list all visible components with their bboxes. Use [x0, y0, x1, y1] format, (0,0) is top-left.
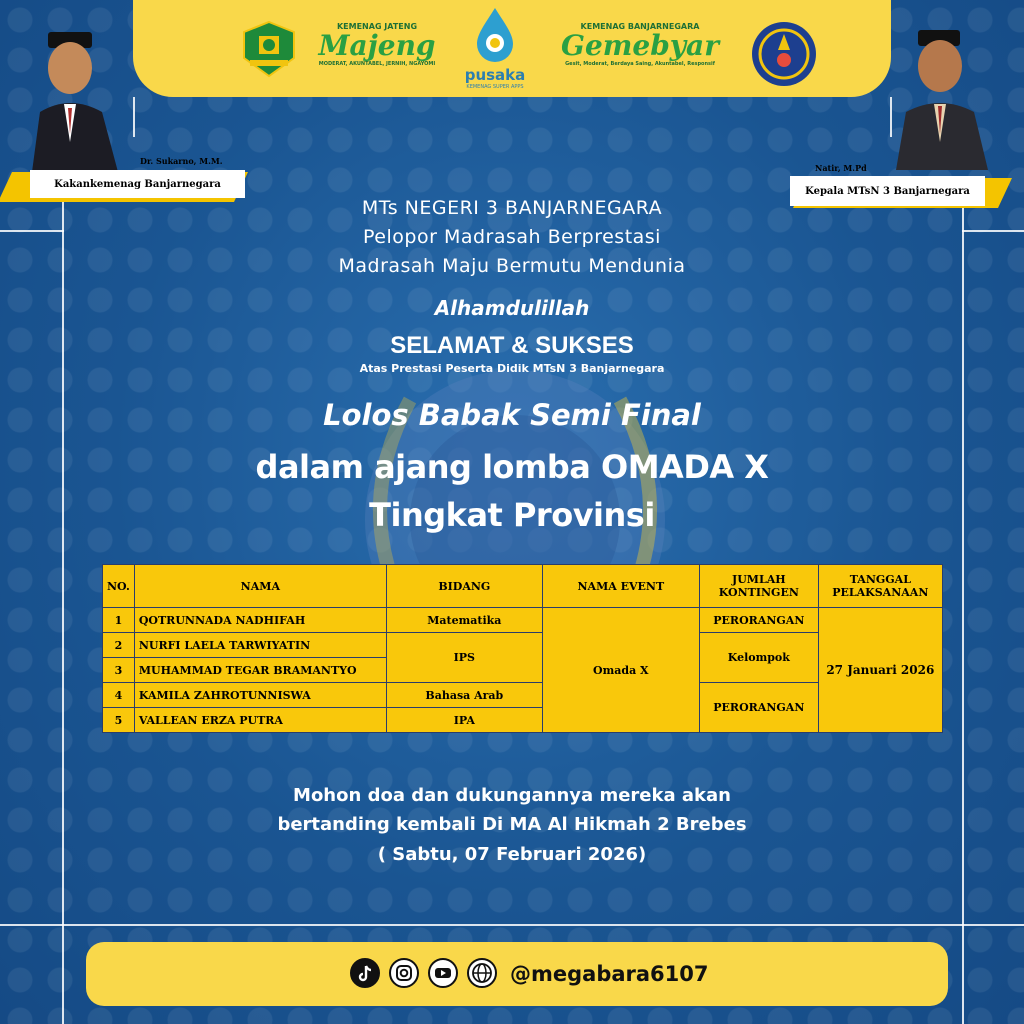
tiktok-icon[interactable] [350, 958, 380, 988]
youtube-icon[interactable] [428, 958, 458, 988]
row-nama: QOTRUNNADA NADHIFAH [134, 608, 386, 633]
table-row [103, 683, 943, 708]
row-no: 1 [103, 608, 135, 633]
instagram-icon[interactable] [389, 958, 419, 988]
majeng-logo [312, 22, 442, 67]
majeng-wordmark: Majeng [318, 29, 436, 62]
row-nama: MUHAMMAD TEGAR BRAMANTYO [134, 658, 386, 683]
selamat-sukses-heading: SELAMAT & SUKSES [390, 332, 634, 359]
pusaka-wordmark: pusaka [464, 66, 526, 84]
header-jumlah-line1: JUMLAH [732, 573, 786, 586]
table-row [103, 608, 943, 633]
header-jumlah [699, 565, 818, 608]
header-nama: NAMA [134, 565, 386, 608]
pusaka-subtitle: KEMENAG SUPER APPS [466, 84, 524, 90]
row-bidang: IPS [386, 633, 542, 683]
row-nama: NURFI LAELA TARWIYATIN [134, 633, 386, 658]
alhamdulillah-heading: Alhamdulillah [434, 296, 590, 320]
frame-line-bottom [0, 924, 1024, 926]
row-no: 5 [103, 708, 135, 733]
kemenag-banjarnegara-label: KEMENAG BANJARNEGARA [580, 22, 700, 31]
official-right-title: Kepala MTsN 3 Banjarnegara [790, 176, 985, 206]
header-bidang: BIDANG [386, 565, 542, 608]
header-tanggal-line1: TANGGAL [849, 573, 911, 586]
header-jumlah-line2: KONTINGEN [718, 586, 799, 599]
school-motto-2: Madrasah Maju Bermutu Mendunia [338, 255, 686, 277]
frame-line-right [962, 200, 964, 1024]
closing-line-1: Mohon doa dan dukungannya mereka akan [293, 785, 731, 806]
school-name: MTs NEGERI 3 BANJARNEGARA [361, 197, 663, 219]
dalam-ajang-heading: dalam ajang lomba OMADA X [255, 448, 769, 486]
school-emblem-icon [750, 20, 818, 88]
kemenag-jateng-label: KEMENAG JATENG [336, 22, 418, 31]
official-left-name: Dr. Sukarno, M.M. [140, 156, 223, 166]
closing-line-3: ( Sabtu, 07 Februari 2026) [377, 844, 647, 865]
row-bidang: IPA [386, 708, 542, 733]
row-jumlah: Kelompok [699, 633, 818, 683]
closing-line-2: bertanding kembali Di MA Al Hikmah 2 Brebes [277, 814, 747, 835]
results-table [102, 564, 943, 733]
tanggal-cell: 27 Januari 2026 [818, 608, 942, 733]
official-left-photo [30, 32, 140, 172]
school-motto-1: Pelopor Madrasah Berprestasi [363, 226, 661, 248]
row-no: 2 [103, 633, 135, 658]
official-right-name: Natir, M.Pd [815, 163, 867, 173]
header-event: NAMA EVENT [542, 565, 699, 608]
row-bidang: Matematika [386, 608, 542, 633]
header-no: NO. [103, 565, 135, 608]
lolos-heading: Lolos Babak Semi Final [323, 398, 701, 432]
official-right-photo [888, 30, 998, 170]
row-nama: KAMILA ZAHROTUNNISWA [134, 683, 386, 708]
row-jumlah: PERORANGAN [699, 683, 818, 733]
table-header-row [103, 565, 943, 608]
kemenag-shield-icon [240, 20, 298, 78]
atas-prestasi-subtitle: Atas Prestasi Peserta Didik MTsN 3 Banjarnegara [359, 362, 665, 375]
header-tanggal-line2: PELAKSANAAN [832, 586, 929, 599]
globe-icon[interactable] [467, 958, 497, 988]
header-tanggal [818, 565, 942, 608]
social-handle[interactable]: @megabara6107 [510, 962, 709, 986]
official-left-title: Kakankemenag Banjarnegara [30, 170, 245, 198]
gemebyar-logo [555, 22, 725, 67]
row-bidang: Bahasa Arab [386, 683, 542, 708]
event-cell: Omada X [542, 608, 699, 733]
table-row [103, 633, 943, 658]
pusaka-logo [455, 6, 535, 94]
gemebyar-wordmark: Gemebyar [561, 29, 719, 62]
pusaka-drop-icon [473, 6, 517, 62]
row-no: 3 [103, 658, 135, 683]
gemebyar-tagline: Gesit, Moderat, Berdaya Saing, Akuntabel, Responsif [565, 61, 715, 67]
row-no: 4 [103, 683, 135, 708]
row-jumlah: PERORANGAN [699, 608, 818, 633]
majeng-tagline: MODERAT, AKUNTABEL, JERNIH, NGAYOMI [318, 61, 436, 67]
tingkat-provinsi-heading: Tingkat Provinsi [369, 496, 655, 534]
row-nama: VALLEAN ERZA PUTRA [134, 708, 386, 733]
